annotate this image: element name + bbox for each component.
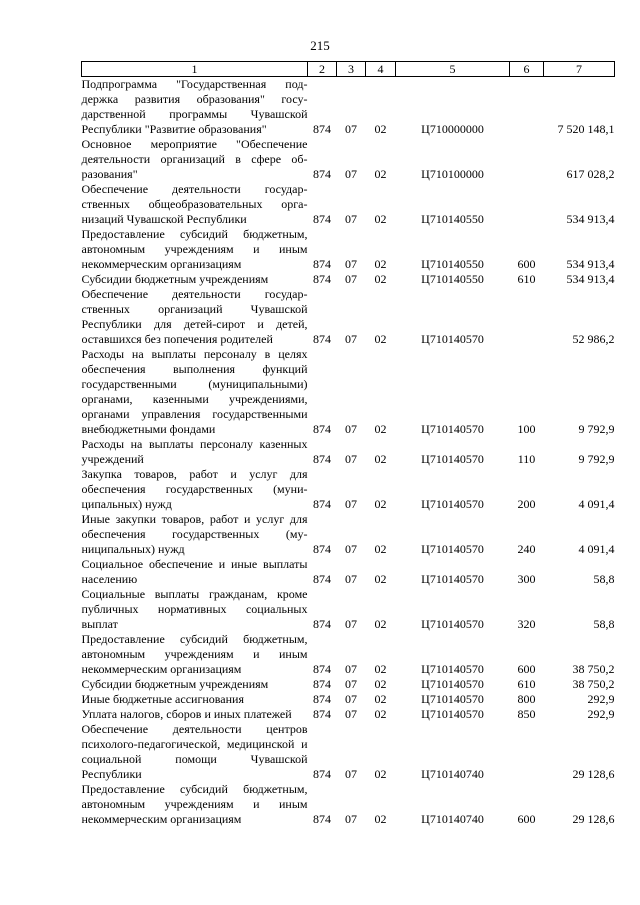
header-col-7: 7	[544, 62, 615, 77]
target-article-code: Ц710140570	[421, 692, 484, 706]
amount: 52 986,2	[572, 332, 615, 346]
expense-name: Расходы на выплаты персоналу в целях обеспечения выполнения функций государственными (муниципальными) органами, казенными учреждениями, органами управления государственными внебюджетными фондами	[81, 347, 308, 436]
subsection-code: 02	[374, 662, 387, 676]
ministry-code: 874	[313, 692, 331, 706]
header-col-1: 1	[82, 62, 308, 77]
expense-name: Предоставление субсидий бюджетным, автономным учреждениям и иным некоммерческим организациям	[81, 227, 308, 271]
section-code: 07	[345, 422, 357, 436]
section-code: 07	[345, 122, 357, 136]
subsection-code: 02	[374, 422, 387, 436]
amount: 38 750,2	[572, 662, 615, 676]
amount: 534 913,4	[566, 257, 615, 271]
ministry-code: 874	[313, 662, 331, 676]
table-row	[82, 347, 615, 437]
expense-type-code: 110	[517, 452, 536, 466]
target-article-code: Ц710140570	[421, 422, 484, 436]
target-article-code: Ц710140570	[421, 572, 484, 586]
subsection-code: 02	[374, 617, 387, 631]
target-article-code: Ц710140570	[421, 617, 484, 631]
expense-type-code: 300	[517, 572, 536, 586]
expense-type-code: 100	[517, 422, 536, 436]
ministry-code: 874	[313, 617, 331, 631]
page-number: 215	[310, 38, 330, 53]
section-code: 07	[345, 572, 357, 586]
header-col-2: 2	[308, 62, 337, 77]
subsection-code: 02	[374, 452, 387, 466]
expense-type-code: 600	[517, 257, 536, 271]
expense-name: Субсидии бюджетным учреждениям	[81, 272, 269, 286]
subsection-code: 02	[374, 257, 387, 271]
table-row	[82, 287, 615, 347]
table-row	[82, 722, 615, 782]
ministry-code: 874	[313, 572, 331, 586]
section-code: 07	[345, 617, 357, 631]
expense-type-code: 850	[517, 707, 536, 721]
ministry-code: 874	[313, 212, 331, 226]
expense-name: Обеспечение деятельности центров психолого-педагогической, медицинской и социальной помощи Чувашской Республики	[81, 722, 308, 781]
amount: 7 520 148,1	[557, 122, 615, 136]
expense-name: Иные закупки товаров, работ и услуг для обеспечения государственных (муниципальных) нужд	[81, 512, 308, 556]
target-article-code: Ц710140570	[421, 662, 484, 676]
ministry-code: 874	[313, 812, 331, 826]
ministry-code: 874	[313, 677, 331, 691]
table-row	[82, 272, 615, 287]
table-row	[82, 632, 615, 677]
section-code: 07	[345, 677, 357, 691]
subsection-code: 02	[374, 272, 387, 286]
subsection-code: 02	[374, 497, 387, 511]
ministry-code: 874	[313, 542, 331, 556]
ministry-code: 874	[313, 167, 331, 181]
ministry-code: 874	[313, 272, 331, 286]
expense-type-code	[510, 137, 544, 182]
ministry-code: 874	[313, 497, 331, 511]
target-article-code: Ц710000000	[421, 122, 484, 136]
section-code: 07	[345, 812, 357, 826]
table-row	[82, 707, 615, 722]
target-article-code: Ц710140550	[421, 212, 484, 226]
amount: 292,9	[587, 707, 615, 721]
amount: 58,8	[593, 572, 615, 586]
section-code: 07	[345, 707, 357, 721]
target-article-code: Ц710140570	[421, 677, 484, 691]
table-row	[82, 437, 615, 467]
table-row	[82, 512, 615, 557]
section-code: 07	[345, 542, 357, 556]
table-row	[82, 137, 615, 182]
section-code: 07	[345, 662, 357, 676]
expense-type-code: 600	[517, 812, 536, 826]
amount: 617 028,2	[566, 167, 615, 181]
table-row	[82, 77, 615, 138]
subsection-code: 02	[374, 707, 387, 721]
target-article-code: Ц710140740	[421, 767, 484, 781]
expense-type-code	[510, 77, 544, 138]
expense-type-code: 600	[517, 662, 536, 676]
subsection-code: 02	[374, 767, 387, 781]
ministry-code: 874	[313, 767, 331, 781]
header-col-6: 6	[510, 62, 544, 77]
expense-name: Предоставление субсидий бюджетным, автономным учреждениям и иным некоммерческим организациям	[81, 782, 308, 826]
amount: 4 091,4	[578, 542, 615, 556]
amount: 29 128,6	[572, 767, 615, 781]
target-article-code: Ц710100000	[421, 167, 484, 181]
subsection-code: 02	[374, 212, 387, 226]
amount: 29 128,6	[572, 812, 615, 826]
section-code: 07	[345, 332, 357, 346]
target-article-code: Ц710140740	[421, 812, 484, 826]
target-article-code: Ц710140570	[421, 497, 484, 511]
table-row	[82, 587, 615, 632]
table-row	[82, 467, 615, 512]
ministry-code: 874	[313, 122, 331, 136]
ministry-code: 874	[313, 332, 331, 346]
section-code: 07	[345, 212, 357, 226]
expense-type-code: 240	[517, 542, 536, 556]
ministry-code: 874	[313, 422, 331, 436]
header-row	[82, 62, 615, 77]
target-article-code: Ц710140570	[421, 707, 484, 721]
expense-name: Уплата налогов, сборов и иных платежей	[81, 707, 292, 721]
expense-name: Социальные выплаты гражданам, кроме публичных нормативных социальных выплат	[81, 587, 308, 631]
table-row	[82, 677, 615, 692]
expense-type-code: 610	[517, 677, 536, 691]
expense-name: Обеспечение деятельности государственных организаций Чувашской Республики для детей-сирот и детей, оставшихся без попечения родителей	[81, 287, 308, 346]
target-article-code: Ц710140570	[421, 332, 484, 346]
section-code: 07	[345, 497, 357, 511]
amount: 9 792,9	[578, 422, 615, 436]
amount: 4 091,4	[578, 497, 615, 511]
expense-name: Социальное обеспечение и иные выплаты населению	[81, 557, 308, 586]
header-col-5: 5	[396, 62, 510, 77]
expense-name: Подпрограмма "Государственная поддержка развития образования" государственной программы Чувашской Республики "Развитие образования"	[81, 77, 308, 136]
subsection-code: 02	[374, 542, 387, 556]
table-row	[82, 557, 615, 587]
subsection-code: 02	[374, 812, 387, 826]
amount: 58,8	[593, 617, 615, 631]
target-article-code: Ц710140550	[421, 257, 484, 271]
target-article-code: Ц710140570	[421, 452, 484, 466]
ministry-code: 874	[313, 707, 331, 721]
subsection-code: 02	[374, 692, 387, 706]
section-code: 07	[345, 767, 357, 781]
ministry-code: 874	[313, 257, 331, 271]
amount: 38 750,2	[572, 677, 615, 691]
header-col-3: 3	[337, 62, 366, 77]
section-code: 07	[345, 272, 357, 286]
table-row	[82, 692, 615, 707]
expense-type-code	[510, 722, 544, 782]
expense-type-code	[510, 182, 544, 227]
expense-name: Обеспечение деятельности государственных общеобразовательных организаций Чувашской Республики	[81, 182, 308, 226]
expense-name: Предоставление субсидий бюджетным, автономным учреждениям и иным некоммерческим организациям	[81, 632, 308, 676]
target-article-code: Ц710140550	[421, 272, 484, 286]
section-code: 07	[345, 692, 357, 706]
target-article-code: Ц710140570	[421, 542, 484, 556]
amount: 534 913,4	[566, 272, 615, 286]
table-row	[82, 227, 615, 272]
expense-type-code: 200	[517, 497, 536, 511]
budget-table	[81, 61, 615, 827]
subsection-code: 02	[374, 122, 387, 136]
table-row	[82, 782, 615, 827]
subsection-code: 02	[374, 572, 387, 586]
expense-type-code: 800	[517, 692, 536, 706]
section-code: 07	[345, 452, 357, 466]
subsection-code: 02	[374, 332, 387, 346]
table-row	[82, 182, 615, 227]
amount: 534 913,4	[566, 212, 615, 226]
expense-name: Основное мероприятие "Обеспечение деятельности организаций в сфере образования"	[81, 137, 308, 181]
section-code: 07	[345, 167, 357, 181]
expense-type-code: 320	[517, 617, 536, 631]
amount: 9 792,9	[578, 452, 615, 466]
expense-name: Закупка товаров, работ и услуг для обеспечения государственных (муниципальных) нужд	[81, 467, 308, 511]
ministry-code: 874	[313, 452, 331, 466]
header-col-4: 4	[366, 62, 396, 77]
subsection-code: 02	[374, 677, 387, 691]
expense-name: Расходы на выплаты персоналу казенных учреждений	[81, 437, 308, 466]
expense-name: Субсидии бюджетным учреждениям	[81, 677, 269, 691]
expense-type-code	[510, 287, 544, 347]
amount: 292,9	[587, 692, 615, 706]
subsection-code: 02	[374, 167, 387, 181]
section-code: 07	[345, 257, 357, 271]
expense-name: Иные бюджетные ассигнования	[81, 692, 244, 706]
expense-type-code: 610	[517, 272, 536, 286]
